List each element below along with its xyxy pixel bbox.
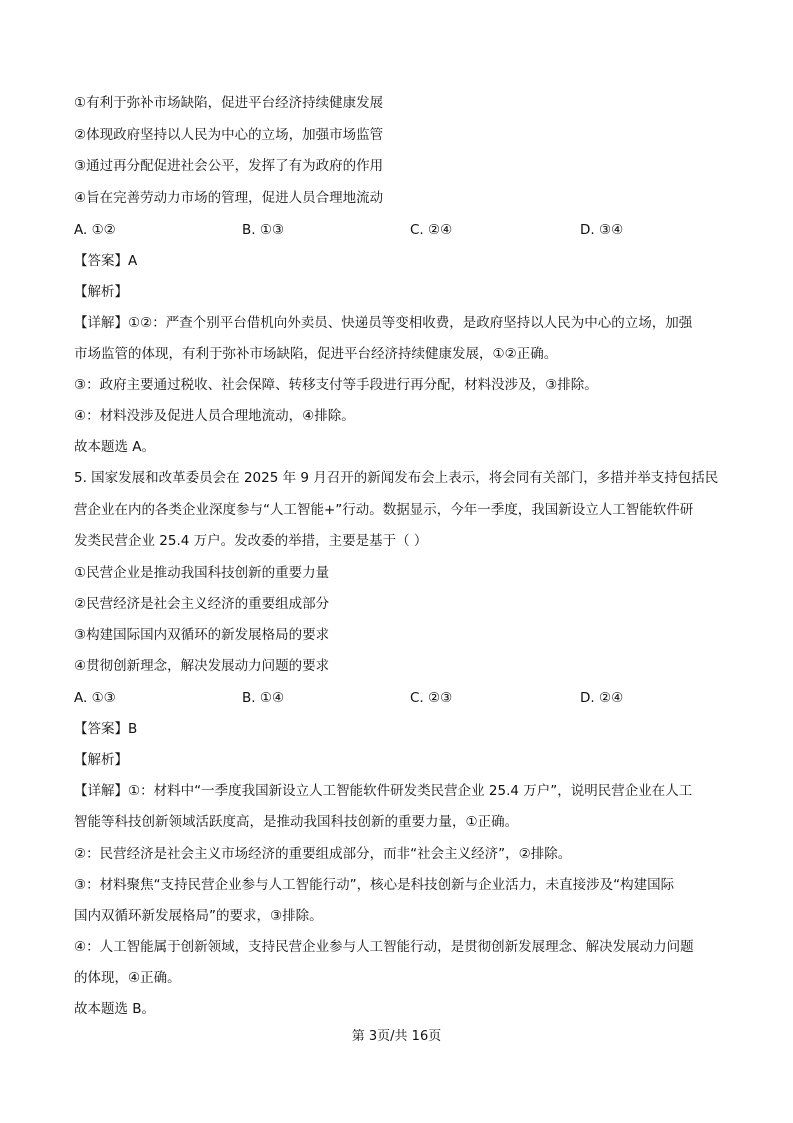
q5-detail-line-2: 智能等科技创新领域活跃度高，是推动我国科技创新的重要力量，①正确。 xyxy=(74,814,519,830)
q4-option-a: A. ①② xyxy=(74,222,116,238)
q4-conclusion: 故本题选 A。 xyxy=(74,439,156,455)
q5-analysis-label: 【解析】 xyxy=(74,752,128,768)
q4-answer: 【答案】A xyxy=(74,253,138,269)
q5-detail-line-1: 【详解】①：材料中“一季度我国新设立人工智能软件研发类民营企业 25.4 万户”，说明民营企业在人工 xyxy=(74,783,693,799)
q5-detail-line-3: ②：民营经济是社会主义市场经济的重要组成部分，而非“社会主义经济”，②排除。 xyxy=(74,846,572,862)
q5-detail-line-6: ④：人工智能属于创新领域，支持民营企业参与人工智能行动，是贯彻创新发展理念、解决发展动力问题 xyxy=(74,939,694,955)
q4-detail-line-2: 市场监管的体现，有利于弥补市场缺陷，促进平台经济持续健康发展，①②正确。 xyxy=(74,346,558,362)
q5-stem-line-3: 发类民营企业 25.4 万户。发改委的举措，主要是基于（ ） xyxy=(74,533,428,549)
q5-detail-line-7: 的体现，④正确。 xyxy=(74,970,181,986)
q4-option-d: D. ③④ xyxy=(580,222,624,238)
q4-statement-3: ③通过再分配促进社会公平，发挥了有为政府的作用 xyxy=(74,158,384,174)
q5-stem-line-1: 5. 国家发展和改革委员会在 2025 年 9 月召开的新闻发布会上表示，将会同有关部门，多措并举支持包括民 xyxy=(74,470,719,486)
q5-answer: 【答案】B xyxy=(74,721,138,737)
q4-detail-line-4: ④：材料没涉及促进人员合理地流动，④排除。 xyxy=(74,408,355,424)
q4-detail-line-1: 【详解】①②：严查个别平台借机向外卖员、快递员等变相收费，是政府坚持以人民为中心的立场，加强 xyxy=(74,315,693,331)
q4-option-c: C. ②④ xyxy=(410,222,453,238)
q5-option-b: B. ①④ xyxy=(242,690,285,706)
q5-statement-1: ①民营企业是推动我国科技创新的重要力量 xyxy=(74,565,330,581)
q5-option-d: D. ②④ xyxy=(580,690,624,706)
q4-option-b: B. ①③ xyxy=(242,222,285,238)
q4-analysis-label: 【解析】 xyxy=(74,284,128,300)
q4-statement-2: ②体现政府坚持以人民为中心的立场，加强市场监管 xyxy=(74,127,384,143)
q5-statement-3: ③构建国际国内双循环的新发展格局的要求 xyxy=(74,627,330,643)
q5-option-c: C. ②③ xyxy=(410,690,453,706)
q5-detail-line-4: ③：材料聚焦“支持民营企业参与人工智能行动”，核心是科技创新与企业活力，未直接涉及“构建国际 xyxy=(74,877,675,893)
q5-stem-line-2: 营企业在内的各类企业深度参与“人工智能+”行动。数据显示，今年一季度，我国新设立人工智能软件研 xyxy=(74,502,694,518)
q5-detail-line-5: 国内双循环新发展格局”的要求，③排除。 xyxy=(74,908,323,924)
q4-detail-line-3: ③：政府主要通过税收、社会保障、转移支付等手段进行再分配，材料没涉及，③排除。 xyxy=(74,377,598,393)
q5-statement-4: ④贯彻创新理念，解决发展动力问题的要求 xyxy=(74,658,330,674)
q5-option-a: A. ①③ xyxy=(74,690,116,706)
q5-conclusion: 故本题选 B。 xyxy=(74,1001,156,1017)
q4-statement-4: ④旨在完善劳动力市场的管理，促进人员合理地流动 xyxy=(74,190,384,206)
q4-statement-1: ①有利于弥补市场缺陷，促进平台经济持续健康发展 xyxy=(74,95,384,111)
q5-statement-2: ②民营经济是社会主义经济的重要组成部分 xyxy=(74,596,330,612)
page-number: 第 3页/共 16页 xyxy=(351,1029,442,1044)
